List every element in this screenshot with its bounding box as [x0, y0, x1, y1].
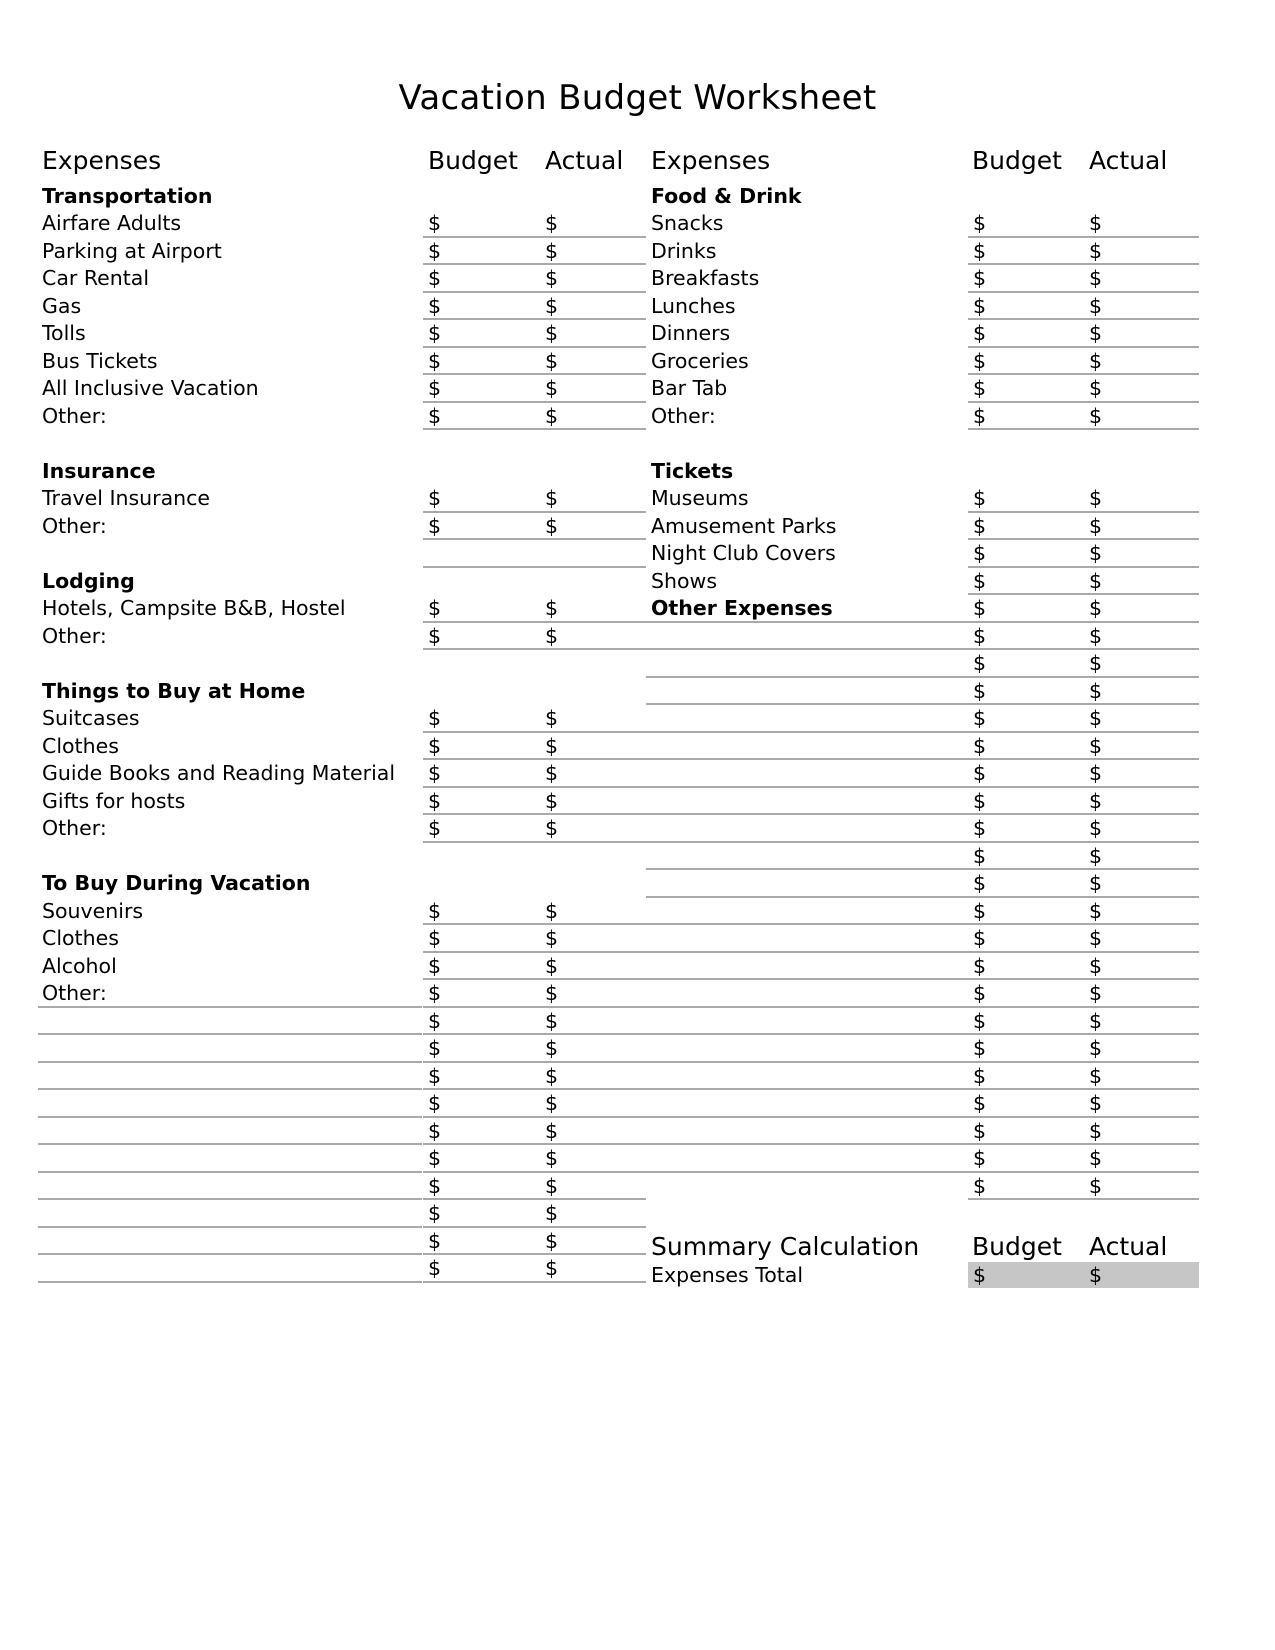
- right-actual-underline: [1084, 428, 1199, 430]
- left-budget-field[interactable]: $: [428, 1118, 442, 1143]
- right-budget-field[interactable]: $: [973, 1063, 987, 1088]
- left-budget-field[interactable]: $: [428, 321, 442, 345]
- left-actual-field[interactable]: $: [545, 706, 559, 730]
- right-blank-label-line[interactable]: [646, 841, 968, 843]
- left-budget-field[interactable]: $: [428, 1201, 442, 1225]
- left-budget-field[interactable]: $: [428, 293, 442, 318]
- left-actual-field[interactable]: $: [545, 403, 559, 428]
- right-actual-field[interactable]: $: [1089, 898, 1103, 923]
- left-budget-underline: [423, 1281, 540, 1283]
- right-actual-field[interactable]: $: [1089, 568, 1103, 593]
- right-blank-label-line[interactable]: [646, 1061, 968, 1063]
- right-budget-field[interactable]: $: [973, 293, 987, 318]
- left-item-label: Other:: [42, 513, 107, 538]
- right-actual-field[interactable]: $: [1089, 1063, 1103, 1088]
- right-actual-field[interactable]: $: [1089, 293, 1103, 318]
- right-actual-field[interactable]: $: [1089, 871, 1103, 895]
- right-blank-label-line[interactable]: [646, 951, 968, 953]
- left-actual-field[interactable]: $: [545, 293, 559, 318]
- right-budget-field[interactable]: $: [973, 898, 987, 923]
- left-actual-field[interactable]: $: [545, 761, 559, 785]
- right-item-label: Museums: [651, 486, 749, 510]
- left-blank-label-line[interactable]: [38, 1226, 422, 1228]
- right-section-heading: Food & Drink: [651, 183, 802, 208]
- left-budget-underline: [423, 428, 540, 430]
- right-actual-field[interactable]: $: [1089, 486, 1103, 510]
- left-actual-field[interactable]: $: [545, 1146, 559, 1170]
- right-budget-field[interactable]: $: [973, 211, 987, 235]
- right-expenses-header: Expenses: [651, 146, 771, 175]
- left-budget-field[interactable]: $: [428, 898, 442, 923]
- right-actual-field[interactable]: $: [1089, 788, 1103, 813]
- left-actual-field[interactable]: $: [545, 321, 559, 345]
- left-budget-underline: [423, 566, 540, 568]
- left-section-heading: To Buy During Vacation: [42, 871, 311, 895]
- left-actual-field[interactable]: $: [545, 596, 559, 620]
- right-actual-field[interactable]: $: [1089, 266, 1103, 290]
- left-actual-field[interactable]: $: [545, 348, 559, 373]
- right-budget-field[interactable]: $: [973, 1091, 987, 1115]
- right-actual-underline: [1084, 1198, 1199, 1200]
- right-item-label: Dinners: [651, 321, 731, 345]
- left-budget-field[interactable]: $: [428, 788, 442, 813]
- right-budget-field[interactable]: $: [973, 1146, 987, 1170]
- summary-budget-header: Budget: [972, 1232, 1062, 1261]
- left-blank-label-line[interactable]: [38, 1116, 422, 1118]
- right-item-label: Other:: [651, 403, 716, 428]
- total-budget-field[interactable]: $: [973, 1263, 987, 1287]
- right-item-label: Shows: [651, 568, 717, 593]
- left-actual-underline: [540, 841, 646, 843]
- right-actual-field[interactable]: $: [1089, 348, 1103, 373]
- right-budget-field[interactable]: $: [973, 651, 987, 675]
- left-item-label: Airfare Adults: [42, 211, 182, 235]
- right-actual-field[interactable]: $: [1089, 651, 1103, 675]
- right-actual-field[interactable]: $: [1089, 623, 1103, 648]
- right-actual-field[interactable]: $: [1089, 238, 1103, 263]
- left-item-label: Car Rental: [42, 266, 150, 290]
- right-budget-field[interactable]: $: [973, 871, 987, 895]
- left-actual-field[interactable]: $: [545, 898, 559, 923]
- right-actual-field[interactable]: $: [1089, 733, 1103, 758]
- left-budget-field[interactable]: $: [428, 1008, 442, 1033]
- right-item-label: Lunches: [651, 293, 736, 318]
- left-actual-underline: [540, 428, 646, 430]
- right-blank-label-line[interactable]: [646, 896, 968, 898]
- right-budget-field[interactable]: $: [973, 733, 987, 758]
- left-budget-field[interactable]: $: [428, 486, 442, 510]
- right-blank-label-line[interactable]: [646, 758, 968, 760]
- left-item-label: Other:: [42, 403, 107, 428]
- left-item-label: Alcohol: [42, 953, 117, 978]
- left-budget-field[interactable]: $: [428, 1063, 442, 1088]
- left-budget-field[interactable]: $: [428, 1173, 442, 1198]
- right-budget-field[interactable]: $: [973, 376, 987, 400]
- left-actual-field[interactable]: $: [545, 981, 559, 1005]
- left-actual-field[interactable]: $: [545, 926, 559, 950]
- left-item-label: Gas: [42, 293, 82, 318]
- right-budget-field[interactable]: $: [973, 623, 987, 648]
- left-budget-field[interactable]: $: [428, 981, 442, 1005]
- left-section-heading: Transportation: [42, 183, 213, 208]
- left-actual-field[interactable]: $: [545, 238, 559, 263]
- right-budget-field[interactable]: $: [973, 348, 987, 373]
- left-actual-field[interactable]: $: [545, 513, 559, 538]
- total-actual-field[interactable]: $: [1089, 1263, 1103, 1287]
- right-budget-field[interactable]: $: [973, 926, 987, 950]
- left-budget-field[interactable]: $: [428, 266, 442, 290]
- right-actual-field[interactable]: $: [1089, 1146, 1103, 1170]
- left-budget-field[interactable]: $: [428, 1146, 442, 1170]
- left-budget-field[interactable]: $: [428, 1091, 442, 1115]
- right-budget-field[interactable]: $: [973, 486, 987, 510]
- right-budget-field[interactable]: $: [973, 238, 987, 263]
- expenses-total-shading: [968, 1262, 1199, 1288]
- summary-title: Summary Calculation: [651, 1232, 920, 1261]
- right-item-label: Breakfasts: [651, 266, 760, 290]
- left-item-label: Souvenirs: [42, 898, 144, 923]
- left-expenses-header: Expenses: [42, 146, 162, 175]
- right-budget-field[interactable]: $: [973, 541, 987, 565]
- right-budget-header: Budget: [972, 146, 1062, 175]
- left-budget-field[interactable]: $: [428, 348, 442, 373]
- right-actual-field[interactable]: $: [1089, 843, 1103, 868]
- left-actual-field[interactable]: $: [545, 733, 559, 758]
- right-item-label: Amusement Parks: [651, 513, 837, 538]
- right-actual-field[interactable]: $: [1089, 376, 1103, 400]
- right-item-label: Groceries: [651, 348, 749, 373]
- left-item-label: Other:: [42, 981, 107, 1005]
- left-blank-label-line[interactable]: [38, 1281, 422, 1283]
- right-section-heading: Tickets: [651, 458, 734, 483]
- right-budget-field[interactable]: $: [973, 981, 987, 1005]
- left-section-heading: Lodging: [42, 568, 135, 593]
- left-actual-field[interactable]: $: [545, 486, 559, 510]
- left-actual-field[interactable]: $: [545, 1256, 559, 1280]
- right-budget-field[interactable]: $: [973, 568, 987, 593]
- left-budget-field[interactable]: $: [428, 816, 442, 840]
- left-budget-underline: [423, 538, 540, 540]
- right-blank-label-line[interactable]: [646, 923, 968, 925]
- right-budget-field[interactable]: $: [973, 1173, 987, 1198]
- right-actual-field[interactable]: $: [1089, 541, 1103, 565]
- left-actual-field[interactable]: $: [545, 788, 559, 813]
- right-budget-field[interactable]: $: [973, 1118, 987, 1143]
- left-budget-field[interactable]: $: [428, 733, 442, 758]
- left-budget-field[interactable]: $: [428, 926, 442, 950]
- right-actual-field[interactable]: $: [1089, 513, 1103, 538]
- right-blank-label-line[interactable]: [646, 731, 968, 733]
- right-actual-field[interactable]: $: [1089, 403, 1103, 428]
- left-actual-field[interactable]: $: [545, 376, 559, 400]
- right-budget-field[interactable]: $: [973, 706, 987, 730]
- left-budget-header: Budget: [428, 146, 518, 175]
- left-budget-field[interactable]: $: [428, 376, 442, 400]
- left-actual-field[interactable]: $: [545, 623, 559, 648]
- left-item-label: Other:: [42, 623, 107, 648]
- left-item-label: Parking at Airport: [42, 238, 222, 263]
- left-blank-label-line[interactable]: [38, 1198, 422, 1200]
- right-budget-field[interactable]: $: [973, 678, 987, 703]
- left-budget-field[interactable]: $: [428, 1228, 442, 1253]
- left-budget-underline: [423, 648, 540, 650]
- left-actual-field[interactable]: $: [545, 1008, 559, 1033]
- left-item-label: All Inclusive Vacation: [42, 376, 259, 400]
- right-budget-underline: [968, 1198, 1084, 1200]
- left-budget-field[interactable]: $: [428, 761, 442, 785]
- right-blank-label-line[interactable]: [646, 868, 968, 870]
- left-actual-field[interactable]: $: [545, 1063, 559, 1088]
- left-item-label: Travel Insurance: [42, 486, 211, 510]
- left-actual-field[interactable]: $: [545, 1091, 559, 1115]
- right-blank-label-line[interactable]: [646, 703, 968, 705]
- right-actual-field[interactable]: $: [1089, 211, 1103, 235]
- right-budget-field[interactable]: $: [973, 321, 987, 345]
- left-section-heading: Things to Buy at Home: [42, 678, 306, 703]
- left-label-underline: [38, 1006, 422, 1008]
- right-actual-field[interactable]: $: [1089, 321, 1103, 345]
- left-actual-field[interactable]: $: [545, 1228, 559, 1253]
- left-item-label: Clothes: [42, 733, 119, 758]
- right-item-label: Snacks: [651, 211, 724, 235]
- left-budget-field[interactable]: $: [428, 953, 442, 978]
- right-budget-field[interactable]: $: [973, 788, 987, 813]
- left-actual-underline: [540, 538, 646, 540]
- left-actual-underline: [540, 648, 646, 650]
- right-actual-field[interactable]: $: [1089, 706, 1103, 730]
- left-actual-field[interactable]: $: [545, 1036, 559, 1060]
- left-budget-field[interactable]: $: [428, 1036, 442, 1060]
- right-label-underline: [646, 621, 968, 623]
- right-budget-field[interactable]: $: [973, 513, 987, 538]
- right-actual-field[interactable]: $: [1089, 926, 1103, 950]
- right-actual-field[interactable]: $: [1089, 596, 1103, 620]
- right-actual-field[interactable]: $: [1089, 1036, 1103, 1060]
- page-title: Vacation Budget Worksheet: [398, 78, 877, 118]
- right-actual-field[interactable]: $: [1089, 1173, 1103, 1198]
- right-budget-field[interactable]: $: [973, 1036, 987, 1060]
- right-budget-field[interactable]: $: [973, 953, 987, 978]
- right-actual-field[interactable]: $: [1089, 761, 1103, 785]
- left-actual-field[interactable]: $: [545, 211, 559, 235]
- left-budget-field[interactable]: $: [428, 706, 442, 730]
- right-budget-field[interactable]: $: [973, 843, 987, 868]
- right-budget-field[interactable]: $: [973, 761, 987, 785]
- left-budget-field[interactable]: $: [428, 211, 442, 235]
- left-item-label: Clothes: [42, 926, 119, 950]
- left-budget-field[interactable]: $: [428, 513, 442, 538]
- right-actual-field[interactable]: $: [1089, 678, 1103, 703]
- right-actual-field[interactable]: $: [1089, 1008, 1103, 1033]
- right-blank-label-line[interactable]: [646, 786, 968, 788]
- right-item-label: Drinks: [651, 238, 717, 263]
- right-blank-label-line[interactable]: [646, 1116, 968, 1118]
- left-item-label: Bus Tickets: [42, 348, 158, 373]
- left-actual-field[interactable]: $: [545, 1118, 559, 1143]
- right-actual-header: Actual: [1089, 146, 1168, 175]
- right-budget-underline: [968, 428, 1084, 430]
- left-item-label: Suitcases: [42, 706, 140, 730]
- right-blank-label-line[interactable]: [646, 1033, 968, 1035]
- left-actual-field[interactable]: $: [545, 816, 559, 840]
- left-actual-header: Actual: [545, 146, 624, 175]
- right-blank-label-line[interactable]: [646, 1171, 968, 1173]
- right-budget-field[interactable]: $: [973, 596, 987, 620]
- summary-actual-header: Actual: [1089, 1232, 1168, 1261]
- right-budget-field[interactable]: $: [973, 816, 987, 840]
- left-item-label: Hotels, Campsite B&B, Hostel: [42, 596, 346, 620]
- left-section-heading: Insurance: [42, 458, 156, 483]
- right-budget-field[interactable]: $: [973, 1008, 987, 1033]
- right-actual-field[interactable]: $: [1089, 1118, 1103, 1143]
- right-blank-label-line[interactable]: [646, 978, 968, 980]
- left-blank-label-line[interactable]: [38, 1088, 422, 1090]
- left-budget-field[interactable]: $: [428, 238, 442, 263]
- expenses-total-label: Expenses Total: [651, 1263, 804, 1287]
- left-blank-label-line[interactable]: [38, 1171, 422, 1173]
- left-actual-field[interactable]: $: [545, 953, 559, 978]
- right-item-label: Night Club Covers: [651, 541, 836, 565]
- left-actual-field[interactable]: $: [545, 266, 559, 290]
- right-item-label: Bar Tab: [651, 376, 728, 400]
- left-item-label: Other:: [42, 816, 107, 840]
- left-budget-field[interactable]: $: [428, 623, 442, 648]
- left-actual-field[interactable]: $: [545, 1201, 559, 1225]
- left-actual-underline: [540, 1281, 646, 1283]
- left-budget-field[interactable]: $: [428, 1256, 442, 1280]
- right-blank-label-line[interactable]: [646, 676, 968, 678]
- left-blank-label-line[interactable]: [38, 1253, 422, 1255]
- left-item-label: Tolls: [42, 321, 86, 345]
- left-actual-underline: [540, 566, 646, 568]
- right-actual-field[interactable]: $: [1089, 1091, 1103, 1115]
- right-item-label: Other Expenses: [651, 596, 833, 620]
- left-budget-field[interactable]: $: [428, 403, 442, 428]
- right-blank-label-line[interactable]: [646, 813, 968, 815]
- right-blank-label-line[interactable]: [646, 648, 968, 650]
- right-blank-label-line[interactable]: [646, 1088, 968, 1090]
- right-actual-field[interactable]: $: [1089, 953, 1103, 978]
- left-blank-label-line[interactable]: [38, 1061, 422, 1063]
- left-actual-field[interactable]: $: [545, 1173, 559, 1198]
- right-actual-field[interactable]: $: [1089, 816, 1103, 840]
- right-blank-label-line[interactable]: [646, 1143, 968, 1145]
- right-budget-field[interactable]: $: [973, 403, 987, 428]
- right-budget-field[interactable]: $: [973, 266, 987, 290]
- left-budget-field[interactable]: $: [428, 596, 442, 620]
- left-item-label: Gifts for hosts: [42, 788, 186, 813]
- left-item-label: Guide Books and Reading Material: [42, 761, 396, 785]
- left-budget-underline: [423, 841, 540, 843]
- right-blank-label-line[interactable]: [646, 1006, 968, 1008]
- left-blank-label-line[interactable]: [38, 1033, 422, 1035]
- right-actual-field[interactable]: $: [1089, 981, 1103, 1005]
- left-blank-label-line[interactable]: [38, 1143, 422, 1145]
